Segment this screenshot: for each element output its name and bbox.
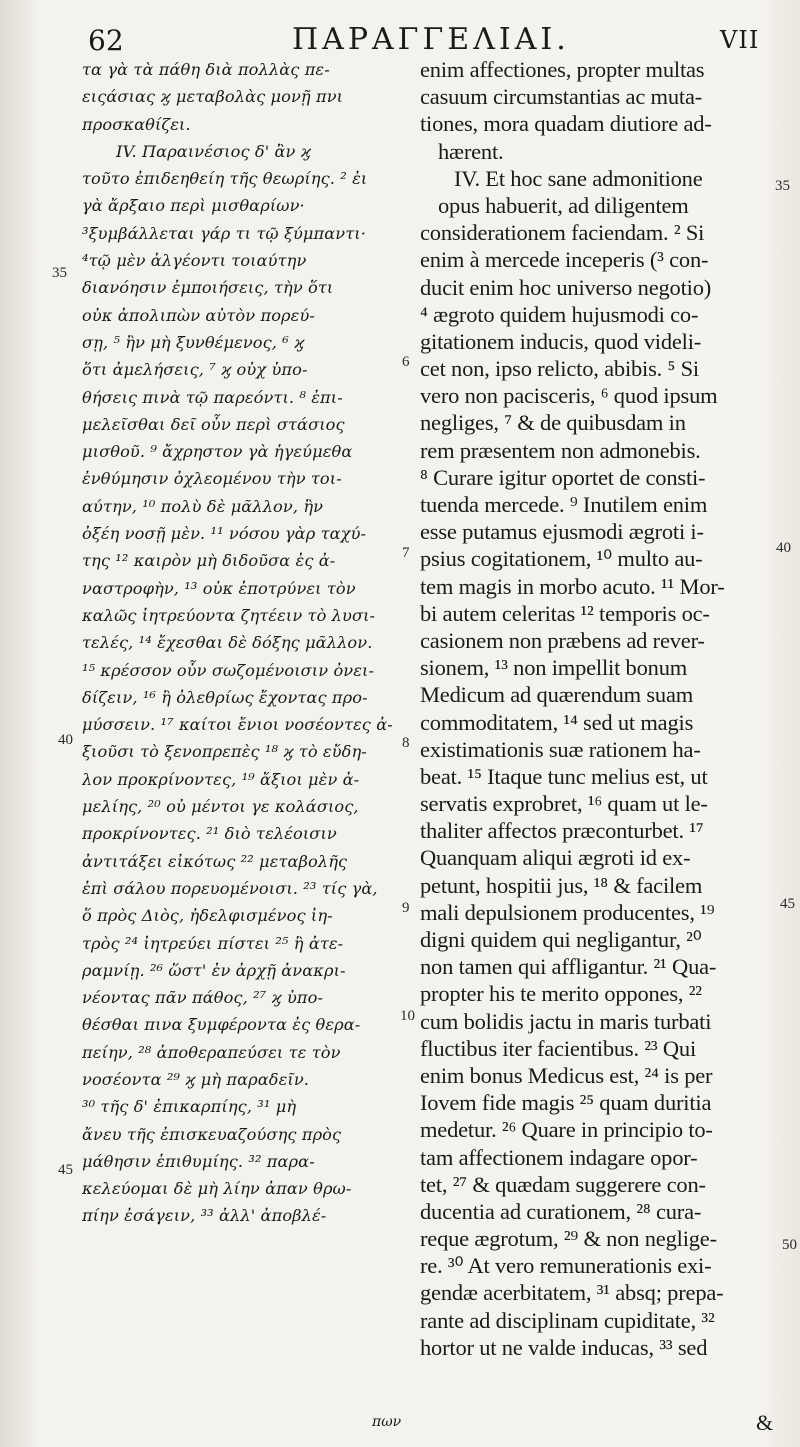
greek-text-line: ὅ πρὸς Διὸς, ἠδελφισμένος ἰη-	[82, 906, 333, 926]
margin-line-number: 35	[775, 178, 790, 194]
margin-line-number: 7	[402, 545, 410, 561]
greek-text-line: ἐπὶ σάλου πορευομένοισι. ²³ τίς γὰ,	[82, 878, 378, 898]
latin-text-line: gendæ acerbitatem, ³¹ absq; prepa-	[420, 1280, 724, 1306]
greek-text-line: ¹⁵ κρέσσον οὖν σωζομένοισιν ὀνει-	[82, 660, 375, 680]
latin-text-line: propter his te merito oppones, ²²	[420, 981, 702, 1007]
margin-line-number: 8	[402, 735, 410, 751]
catchword-latin: &	[756, 1410, 774, 1435]
latin-text-line: rem præsentem non admonebis.	[420, 437, 701, 463]
greek-text-line: δίζειν, ¹⁶ ἢ ὀλεθρίως ἔχοντας προ-	[82, 687, 368, 707]
greek-text-line: πείην, ²⁸ ἀποθεραπεύσει τε τὸν	[82, 1042, 341, 1062]
greek-text-line: ⁴τῷ μὲν ἀλγέοντι τοιαύτην	[82, 251, 307, 271]
greek-text-line: ραμνίῃ. ²⁶ ὥστ' ἐν ἀρχῇ ἀνακρι-	[82, 960, 346, 980]
latin-text-line: ⁸ Curare igitur oportet de consti-	[420, 464, 706, 490]
greek-text-line: μελίης, ²⁰ οὐ μέντοι γε κολάσιος,	[82, 797, 359, 817]
latin-text-line: bi autem celeritas ¹² temporis oc-	[420, 600, 710, 626]
latin-text-line: cet non, ipso relicto, abibis. ⁵ Si	[420, 356, 699, 382]
latin-text-line: ⁴ ægroto quidem hujusmodi co-	[420, 301, 699, 327]
greek-text-line: ξιοῦσι τὸ ξενοπρεπὲς ¹⁸ ϗ τὸ εὔδη-	[82, 742, 367, 762]
latin-text-line: gitationem inducis, quod videli-	[420, 328, 702, 354]
latin-text-line: existimationis suæ rationem ha-	[420, 736, 701, 762]
margin-line-number: 40	[776, 540, 791, 556]
greek-text-line: τρὸς ²⁴ ἰητρεύει πίστει ²⁵ ἢ ἀτε-	[82, 933, 344, 953]
greek-text-line: μελεῖσθαι δεῖ οὖν περὶ στάσιος	[82, 414, 345, 434]
greek-text-line: καλῶς ἰητρεύοντα ζητέειν τὸ λυσι-	[82, 605, 376, 625]
latin-text-line: hærent.	[438, 138, 504, 164]
greek-text-line: γὰ ἄρξαιο περὶ μισθαρίων·	[82, 196, 305, 216]
greek-text-line: τοῦτο ἐπιδεηθείη τῆς θεωρίης. ² ἐι	[82, 169, 368, 189]
latin-text-line: fluctibus iter facientibus. ²³ Qui	[420, 1035, 696, 1061]
greek-text-line: πίην ἐσάγειν, ³³ ἀλλ' ἀποβλέ-	[82, 1206, 327, 1226]
greek-text-line: θέσθαι πινα ξυμφέροντα ἐς θερα-	[82, 1015, 361, 1035]
latin-text-line: vero non pacisceris, ⁶ quod ipsum	[420, 383, 718, 409]
greek-text-line: μύσσειν. ¹⁷ καίτοι ἔνιοι νοσέοντες ἀ-	[82, 715, 393, 735]
latin-text-line: enim affectiones, propter multas	[420, 57, 705, 82]
greek-text-line: λον προκρίνοντες, ¹⁹ ἄξιοι μὲν ἀ-	[82, 769, 360, 789]
latin-text-line: servatis exprobret, ¹⁶ quam ut le-	[420, 791, 708, 817]
latin-text-line: psius cogitationem, ¹⁰ multo au-	[420, 546, 703, 572]
margin-line-number: 10	[400, 1008, 415, 1024]
latin-text-line: reque ægrotum, ²⁹ & non neglige-	[420, 1226, 717, 1252]
latin-text-line: thaliter affectos præconturbet. ¹⁷	[420, 818, 704, 844]
greek-text-line: IV. Παραινέσιος δ' ἂν ϗ	[116, 141, 311, 161]
greek-text-line: προκρίνοντες. ²¹ διὸ τελέοισιν	[82, 824, 337, 844]
greek-text-line: ὅτι ἀμελήσεις, ⁷ ϗ οὐχ ὑπο-	[82, 360, 308, 380]
greek-text-line: ειςάσιας ϗ μεταβολὰς μονῇ πνι	[82, 87, 344, 107]
latin-text-line: negliges, ⁷ & de quibusdam in	[420, 410, 686, 436]
greek-text-line: μισθοῦ. ⁹ ἄχρηστον γὰ ἡγεύμεθα	[82, 442, 353, 462]
latin-text-line: sionem, ¹³ non impellit bonum	[420, 655, 688, 681]
greek-text-line: τα γὰ τὰ πάθη διὰ πολλὰς πε-	[82, 60, 330, 79]
greek-text-line: μάθησιν ἐπιθυμίης. ³² παρα-	[82, 1151, 315, 1171]
latin-text-line: tet, ²⁷ & quædam suggerere con-	[420, 1171, 706, 1197]
margin-line-number: 40	[58, 732, 73, 748]
latin-text-line: commoditatem, ¹⁴ sed ut magis	[420, 709, 694, 735]
greek-text-line: ἄνευ τῆς ἐπισκευαζούσης πρὸς	[82, 1124, 342, 1144]
margin-line-number: 35	[52, 265, 67, 281]
latin-text-line: cum bolidis jactu in maris turbati	[420, 1008, 712, 1034]
greek-text-line: διανόησιν ἐμποιήσεις, τὴν ὅτι	[82, 278, 334, 298]
latin-text-line: ducit enim hoc universo negotio)	[420, 274, 712, 300]
latin-text-line: casuum circumstantias ac muta-	[420, 84, 703, 110]
greek-text-column	[82, 56, 402, 1230]
latin-text-line: enim bonus Medicus est, ²⁴ is per	[420, 1062, 713, 1088]
latin-text-line: mali depulsionem producentes, ¹⁹	[420, 899, 715, 925]
latin-text-line: casionem non præbens ad rever-	[420, 627, 705, 653]
margin-line-number: 45	[58, 1162, 73, 1178]
latin-text-line: medetur. ²⁶ Quare in principio to-	[420, 1117, 713, 1143]
latin-text-line: petunt, hospitii jus, ¹⁸ & facilem	[420, 872, 703, 898]
latin-text-line: Iovem fide magis ²⁵ quam duritia	[420, 1090, 712, 1116]
greek-text-line: ³⁰ τῆς δ' ἐπικαρπίης, ³¹ μὴ	[82, 1097, 297, 1117]
greek-text-line: αύτην, ¹⁰ πολὺ δὲ μᾶλλον, ἢν	[82, 496, 324, 516]
greek-text-line: ναστροφὴν, ¹³ οὐκ ἐποτρύνει τὸν	[82, 578, 356, 598]
latin-text-line: esse putamus ejusmodi ægroti i-	[420, 519, 704, 545]
page-number: 62	[88, 24, 124, 57]
latin-text-line: hortor ut ne valde inducas, ³³ sed	[420, 1334, 708, 1360]
greek-text-line: ἐνθύμησιν ὀχλεομένου τὴν τοι-	[82, 469, 342, 489]
latin-text-line: beat. ¹⁵ Itaque tunc melius est, ut	[420, 763, 708, 789]
latin-text-line: Quanquam aliqui ægroti id ex-	[420, 845, 691, 871]
margin-line-number: 45	[780, 896, 795, 912]
greek-text-line: ³ξυμβάλλεται γάρ τι τῷ ξύμπαντι·	[82, 223, 366, 243]
catchword-greek: πων	[372, 1414, 402, 1430]
greek-text-line: ὀξέη νοσῇ μὲν. ¹¹ νόσου γὰρ ταχύ-	[82, 524, 367, 544]
latin-text-line: rante ad disciplinam cupiditate, ³²	[420, 1307, 715, 1333]
latin-text-line: ducentia ad curationem, ²⁸ cura-	[420, 1198, 702, 1224]
latin-text-line: tuenda mercede. ⁹ Inutilem enim	[420, 492, 708, 517]
greek-text-line: σῃ, ⁵ ἢν μὴ ξυνθέμενος, ⁶ ϗ	[82, 332, 305, 352]
latin-text-line: enim à mercede inceperis (³ con-	[420, 247, 709, 273]
latin-text-line: IV. Et hoc sane admonitione	[454, 165, 703, 191]
greek-text-line: οὐκ ἀπολιπὼν αὐτὸν πορεύ-	[82, 305, 315, 325]
section-mark: VII	[720, 26, 760, 54]
greek-text-line: τελές, ¹⁴ ἔχεσθαι δὲ δόξης μᾶλλον.	[82, 633, 373, 653]
running-title: ΠΑΡΑΓΓΕΛΙΑΙ.	[292, 22, 570, 57]
greek-text-line: ἀντιτάξει εἰκότως ²² μεταβολῆς	[82, 851, 348, 871]
latin-text-line: digni quidem qui negligantur, ²⁰	[420, 927, 702, 952]
greek-text-line: θήσεις πινὰ τῷ παρεόντι. ⁸ ἐπι-	[82, 387, 343, 407]
greek-text-line: προσκαθίζει.	[82, 114, 191, 134]
page-header	[0, 20, 800, 60]
greek-text-line: της ¹² καιρὸν μὴ διδοῦσα ἐς ἀ-	[82, 551, 336, 571]
latin-text-line: tam affectionem indagare opor-	[420, 1144, 698, 1170]
latin-text-line: tiones, mora quadam diutiore ad-	[420, 111, 712, 137]
latin-text-column	[420, 56, 772, 1361]
latin-text-line: non tamen qui affligantur. ²¹ Qua-	[420, 954, 717, 980]
greek-text-line: νέοντας πᾶν πάθος, ²⁷ ϗ ὑπο-	[82, 988, 324, 1008]
latin-text-line: opus habuerit, ad diligentem	[438, 192, 689, 218]
margin-line-number: 6	[402, 354, 410, 370]
latin-text-line: re. ³⁰ At vero remunerationis exi-	[420, 1253, 712, 1279]
greek-text-line: νοσέοντα ²⁹ ϗ μὴ παραδεῖν.	[82, 1069, 310, 1089]
latin-text-line: Medicum ad quærendum suam	[420, 682, 694, 708]
latin-text-line: considerationem faciendam. ² Si	[420, 220, 705, 246]
margin-line-number: 50	[782, 1237, 797, 1253]
greek-text-line: κελεύομαι δὲ μὴ λίην ἀπαν θρω-	[82, 1179, 352, 1199]
latin-text-line: tem magis in morbo acuto. ¹¹ Mor-	[420, 573, 725, 599]
margin-line-number: 9	[402, 900, 410, 916]
